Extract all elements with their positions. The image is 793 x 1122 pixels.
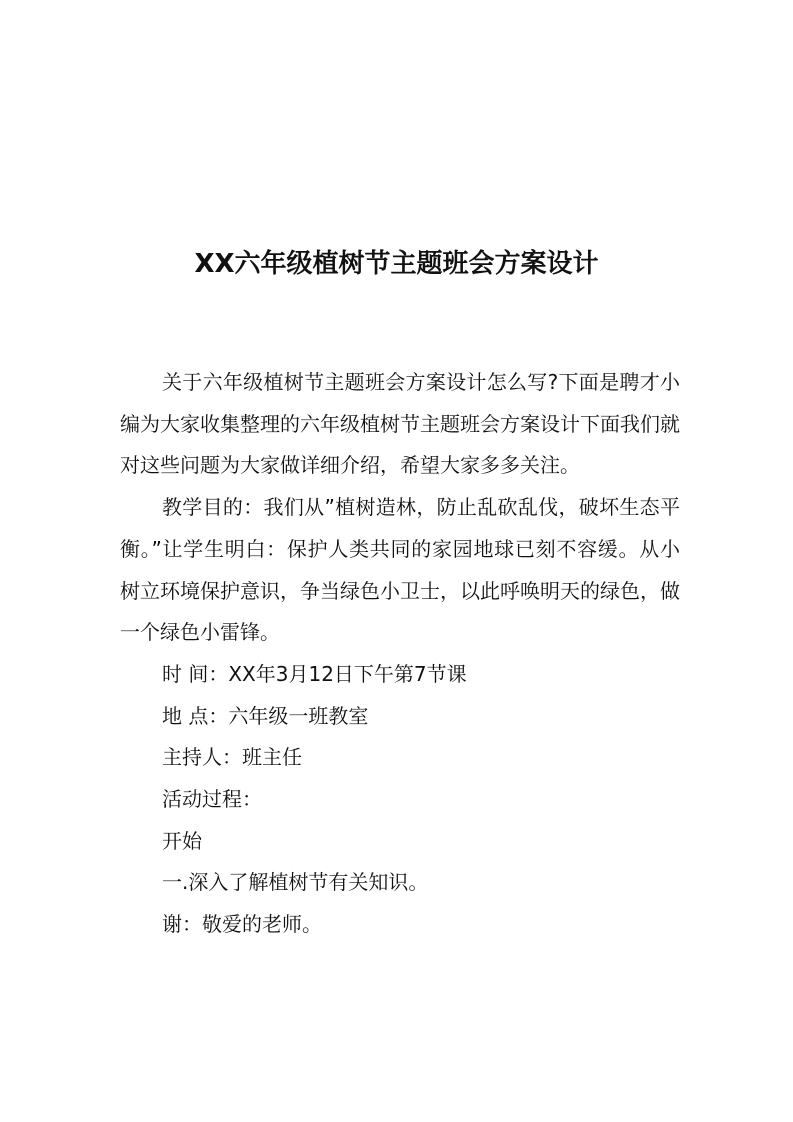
start-line: 开始: [162, 828, 202, 853]
document-body: [120, 362, 680, 946]
teaching-goal-paragraph: 教学目的：我们从”植树造林，防止乱砍乱伐，破坏生态平衡。”让学生明白：保护人类共同的家园地球已刻不容缓。从小树立环境保护意识，争当绿色小卫士，以此呼唤明天的绿色，做一个绿色小雷锋。: [120, 495, 680, 645]
greeting-line: 谢：敬爱的老师。: [162, 912, 322, 937]
location-line: 地 点：六年级一班教室: [162, 703, 369, 728]
time-line: 时 间：XX年3月12日下午第7节课: [162, 661, 467, 686]
document-title: XX六年级植树节主题班会方案设计: [194, 249, 599, 279]
host-line: 主持人：班主任: [162, 745, 302, 770]
section-one-heading: 一.深入了解植树节有关知识。: [162, 870, 429, 895]
activity-process-heading: 活动过程：: [162, 787, 262, 812]
intro-paragraph: 关于六年级植树节主题班会方案设计怎么写?下面是聘才小编为大家收集整理的六年级植树节主题班会方案设计下面我们就对这些问题为大家做详细介绍，希望大家多多关注。: [120, 370, 680, 478]
